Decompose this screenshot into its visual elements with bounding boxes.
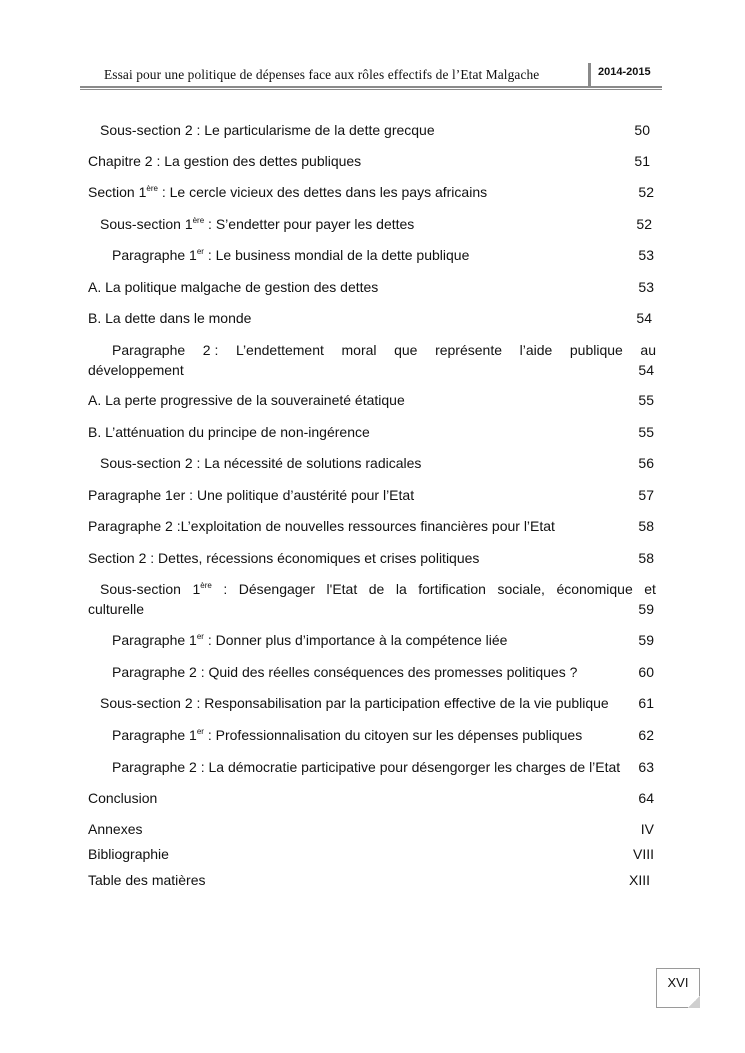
- toc-entry: [88, 277, 656, 297]
- toc-entry: [88, 214, 656, 234]
- toc-word: représente: [435, 342, 502, 358]
- toc-entry-title: B. L’atténuation du principe de non-ingérence: [88, 424, 370, 440]
- toc-entry-page: 52: [638, 184, 654, 200]
- toc-word: Sous-section: [100, 581, 181, 597]
- toc-entry-page: 52: [636, 216, 652, 232]
- toc-entry-title: Sous-section 2 : Responsabilisation par la participation effective de la vie publique: [100, 695, 609, 711]
- toc-entry: [88, 422, 656, 442]
- toc-entry: [88, 245, 656, 265]
- toc-entry-title: Paragraphe 2 : La démocratie participative pour désengorger les charges de l’Etat: [112, 759, 621, 775]
- toc-entry-page: 59: [638, 601, 654, 617]
- toc-entry-page: 59: [638, 632, 654, 648]
- toc-entry-title: Sous-section 1ère : S’endetter pour payer les dettes: [100, 216, 415, 232]
- toc-word: 1ère: [192, 581, 212, 597]
- toc-entry-page: 54: [638, 362, 654, 378]
- toc-entry-page: 58: [638, 518, 654, 534]
- toc-entry: [88, 788, 656, 808]
- toc-word: et: [644, 581, 656, 597]
- toc-entry: [88, 340, 656, 380]
- toc-word: fortification: [418, 581, 486, 597]
- toc-entry-title: Chapitre 2 : La gestion des dettes publiques: [88, 153, 362, 169]
- toc-entry-page: 55: [638, 392, 654, 408]
- header-rule: [80, 86, 662, 88]
- toc-entry-title: A. La politique malgache de gestion des dettes: [88, 279, 379, 295]
- toc-entry-page: 53: [638, 247, 654, 263]
- toc-word: moral: [341, 342, 377, 358]
- toc-entry-page: 50: [634, 122, 650, 138]
- toc-entry-title: Section 2 : Dettes, récessions économiques et crises politiques: [88, 550, 480, 566]
- toc-entry: [88, 757, 656, 777]
- toc-word: Paragraphe: [112, 342, 186, 358]
- toc-entry-page: 60: [638, 664, 654, 680]
- toc-entry-title: Sous-section 2 : Le particularisme de la dette grecque: [100, 122, 435, 138]
- toc-entry-title: B. La dette dans le monde: [88, 310, 252, 326]
- toc-entry-page: 56: [638, 455, 654, 471]
- toc-word: publique: [569, 342, 623, 358]
- toc-entry: [88, 725, 656, 745]
- toc-entry-page: 58: [638, 550, 654, 566]
- toc-entry: [88, 579, 656, 619]
- toc-word: l’aide: [519, 342, 553, 358]
- toc-entry: [88, 693, 656, 713]
- toc-entry: [88, 548, 656, 568]
- toc-entry-title: Paragraphe 1er : Une politique d’austérité pour l’Etat: [88, 487, 415, 503]
- toc-entry-title: Sous-section 2 : La nécessité de solutions radicales: [100, 455, 422, 471]
- page-curl-decoration: [688, 996, 700, 1008]
- toc-entry: [88, 516, 656, 536]
- toc-entry-title: Bibliographie: [88, 846, 169, 862]
- toc-word: économique: [556, 581, 633, 597]
- toc-entry: [88, 151, 656, 171]
- toc-entry-page: 57: [638, 487, 654, 503]
- toc-entry-title-line2: [88, 360, 656, 380]
- toc-word: Désengager: [238, 581, 316, 597]
- toc-word: 2 :: [202, 342, 219, 358]
- toc-entry-page: 53: [638, 279, 654, 295]
- toc-entry-title-line2: [88, 599, 656, 619]
- toc-entry-page: XIII: [628, 872, 650, 888]
- toc-entry: [88, 844, 656, 864]
- toc-entry: [88, 182, 656, 202]
- toc-entry: [88, 630, 656, 650]
- toc-word: la: [395, 581, 407, 597]
- toc-entry: [88, 120, 656, 140]
- toc-entry-title: Conclusion: [88, 790, 158, 806]
- toc-entry-title: Table des matières: [88, 872, 206, 888]
- toc-entry: [88, 819, 656, 839]
- toc-entry-title: Paragraphe 1er : Le business mondial de la dette publique: [112, 247, 470, 263]
- header-rule-thin: [80, 89, 662, 90]
- toc-entry-title: Section 1ère : Le cercle vicieux des dettes dans les pays africains: [88, 184, 488, 200]
- toc-entry-title-line1: [88, 340, 656, 360]
- toc-entry-title: Annexes: [88, 821, 143, 837]
- toc-entry-page: 63: [638, 759, 654, 775]
- toc-word: sociale,: [497, 581, 545, 597]
- toc-word: au: [640, 342, 656, 358]
- toc-entry-title: Paragraphe 2 :L’exploitation de nouvelles ressources financières pour l’Etat: [88, 518, 555, 534]
- toc-entry: [88, 870, 656, 890]
- toc-word: que: [394, 342, 418, 358]
- toc-entry: [88, 662, 656, 682]
- toc-entry-page: IV: [640, 821, 654, 837]
- toc-entry-page: 55: [638, 424, 654, 440]
- toc-entry-title-continuation: développement: [88, 362, 184, 378]
- toc-entry-page: 54: [636, 310, 652, 326]
- toc-entry-title-continuation: culturelle: [88, 601, 145, 617]
- toc-entry-page: 51: [634, 153, 650, 169]
- toc-entry: [88, 308, 656, 328]
- toc-entry-page: 61: [638, 695, 654, 711]
- header-title: Essai pour une politique de dépenses face aux rôles effectifs de l’Etat Malgache: [104, 67, 540, 82]
- toc-entry-page: 64: [638, 790, 654, 806]
- toc-entry-title: Paragraphe 1er : Donner plus d’importance à la compétence liée: [112, 632, 508, 648]
- page-number: XVI: [667, 975, 689, 990]
- toc-word: L’endettement: [235, 342, 324, 358]
- toc-word: l'Etat: [326, 581, 358, 597]
- toc-entry-title-line1: [88, 579, 656, 599]
- header-divider: [588, 63, 591, 87]
- page-number-box: [656, 968, 700, 1008]
- running-header: [80, 61, 662, 87]
- toc-entry: [88, 390, 656, 410]
- toc-entry-page: VIII: [632, 846, 654, 862]
- toc-entry: [88, 453, 656, 473]
- toc-word: de: [368, 581, 385, 597]
- toc-word: :: [223, 581, 228, 597]
- toc-entry-title: A. La perte progressive de la souveraineté étatique: [88, 392, 405, 408]
- header-year: 2014-2015: [598, 66, 651, 78]
- toc-entry-title: Paragraphe 2 : Quid des réelles conséquences des promesses politiques ?: [112, 664, 578, 680]
- toc-entry: [88, 485, 656, 505]
- toc-entry-title: Paragraphe 1er : Professionnalisation du citoyen sur les dépenses publiques: [112, 727, 583, 743]
- toc-entry-page: 62: [638, 727, 654, 743]
